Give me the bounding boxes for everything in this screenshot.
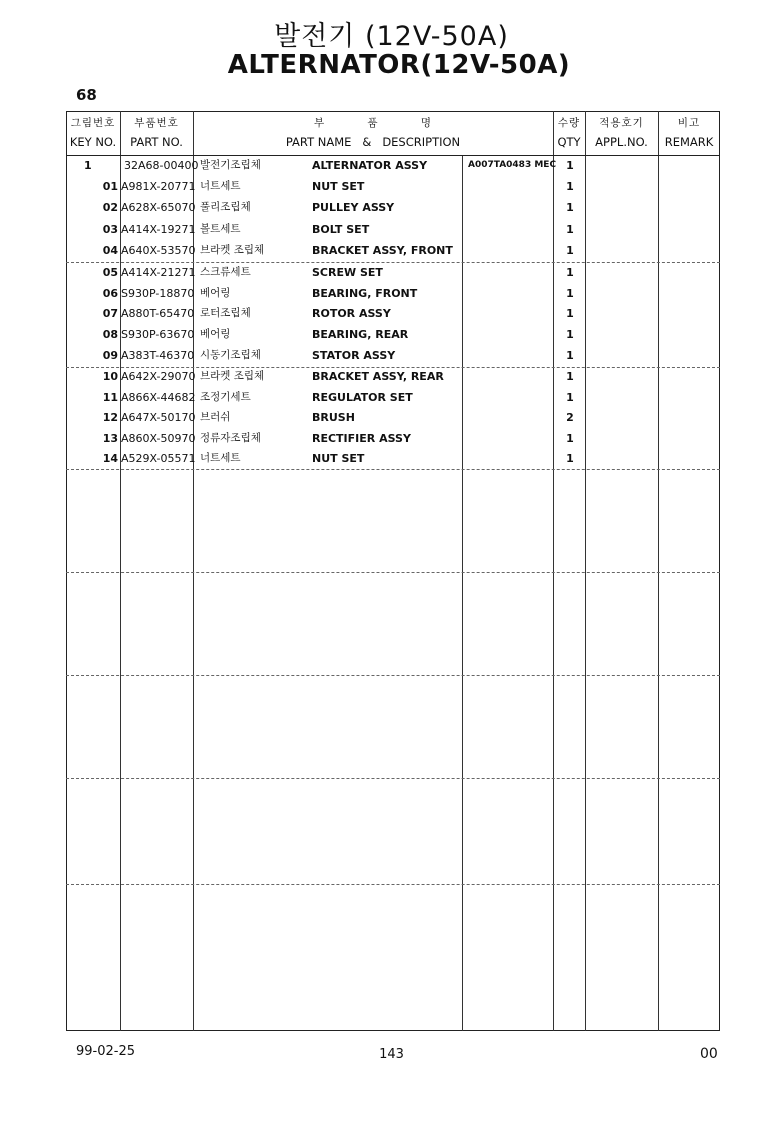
part-number: A383T-46370 — [121, 349, 195, 362]
part-name-english: STATOR ASSY — [312, 349, 396, 362]
header-part-no — [120, 116, 193, 149]
part-number: S930P-63670 — [121, 328, 195, 341]
page-title-korean: 발전기 (12V-50A) — [274, 21, 509, 52]
part-number: A414X-19271 — [121, 223, 196, 236]
section-number: 68 — [76, 86, 97, 104]
part-number: A640X-53570 — [121, 244, 196, 257]
header-name-ko: 부 품 명 — [313, 117, 433, 129]
key-number: 06 — [102, 287, 118, 300]
part-name-english: BEARING, REAR — [312, 328, 409, 341]
header-remark — [658, 116, 720, 149]
header-qty-en: QTY — [557, 135, 581, 149]
part-name-korean: 브라켓 조립체 — [200, 244, 265, 256]
key-number: 10 — [102, 370, 118, 383]
part-number: A529X-05571 — [121, 452, 196, 465]
key-number: 02 — [102, 201, 118, 214]
quantity: 1 — [566, 244, 574, 257]
quantity: 1 — [566, 349, 574, 362]
part-number: A414X-21271 — [121, 266, 196, 279]
key-number: 13 — [102, 432, 118, 445]
table-row — [66, 407, 720, 428]
footer-date: 99-02-25 — [76, 1044, 136, 1059]
table-row — [66, 303, 720, 324]
header-name-en-amp: & — [362, 135, 372, 149]
key-number: 01 — [102, 180, 118, 193]
header-key-no — [66, 116, 120, 149]
part-name-korean: 스크류세트 — [200, 266, 251, 278]
part-note: A007TA0483 MEC — [468, 160, 557, 170]
quantity: 1 — [566, 266, 574, 279]
part-number: A866X-44682 — [121, 391, 196, 404]
quantity: 1 — [566, 287, 574, 300]
header-name-en-b: DESCRIPTION — [382, 135, 461, 149]
header-key-ko: 그림번호 — [70, 117, 116, 129]
table-row — [66, 240, 720, 261]
header-qty — [553, 116, 585, 149]
part-number: 32A68-00400 — [124, 159, 199, 172]
key-number: 03 — [102, 223, 118, 236]
group-divider — [66, 572, 720, 573]
header-name-en-a: PART NAME — [285, 135, 352, 149]
page-title-english: ALTERNATOR(12V-50A) — [227, 50, 571, 80]
key-number: 07 — [102, 307, 118, 320]
part-number: A981X-20771 — [121, 180, 196, 193]
header-remark-en: REMARK — [664, 135, 714, 149]
part-name-korean: 시동기조립체 — [200, 349, 261, 361]
group-divider — [66, 778, 720, 779]
part-name-english: ROTOR ASSY — [312, 307, 391, 320]
quantity: 1 — [566, 201, 574, 214]
key-number: 08 — [102, 328, 118, 341]
table-row — [66, 262, 720, 283]
part-name-english: RECTIFIER ASSY — [312, 432, 411, 445]
part-name-korean: 로터조립체 — [200, 307, 251, 319]
header-appl-ko: 적용호기 — [599, 117, 644, 129]
part-name-english: BRUSH — [312, 411, 355, 424]
footer-revision: 00 — [700, 1046, 718, 1062]
header-appl-no — [585, 116, 658, 149]
part-name-english: BRACKET ASSY, FRONT — [312, 244, 453, 257]
part-number: A628X-65070 — [121, 201, 196, 214]
part-name-english: BRACKET ASSY, REAR — [312, 370, 444, 383]
part-number: A860X-50970 — [121, 432, 196, 445]
header-name-en — [193, 135, 553, 149]
header-remark-ko: 비고 — [677, 117, 701, 129]
part-name-english: NUT SET — [312, 452, 365, 465]
part-number: A647X-50170 — [121, 411, 196, 424]
table-row — [66, 448, 720, 469]
part-name-korean: 볼트세트 — [200, 223, 241, 235]
key-number: 04 — [102, 244, 118, 257]
header-part-en: PART NO. — [130, 135, 183, 149]
quantity: 1 — [566, 391, 574, 404]
part-name-korean: 정류자조립체 — [200, 432, 261, 444]
table-row — [66, 428, 720, 449]
header-key-en: KEY NO. — [69, 135, 117, 149]
header-appl-en: APPL.NO. — [595, 135, 648, 149]
group-divider — [66, 675, 720, 676]
key-number: 05 — [102, 266, 118, 279]
part-number: A642X-29070 — [121, 370, 196, 383]
quantity: 1 — [566, 159, 574, 172]
quantity: 1 — [566, 452, 574, 465]
quantity: 2 — [566, 411, 574, 424]
part-name-korean: 너트세트 — [200, 180, 241, 192]
key-number: 09 — [102, 349, 118, 362]
quantity: 1 — [566, 223, 574, 236]
part-name-korean: 베어링 — [200, 328, 231, 340]
table-row — [66, 176, 720, 197]
table-row — [66, 366, 720, 387]
part-name-korean: 브라켓 조립체 — [200, 370, 265, 382]
table-row — [66, 155, 720, 176]
part-name-english: REGULATOR SET — [312, 391, 413, 404]
part-name-english: ALTERNATOR ASSY — [312, 159, 428, 172]
group-divider — [66, 469, 720, 470]
quantity: 1 — [566, 370, 574, 383]
quantity: 1 — [566, 328, 574, 341]
table-row — [66, 219, 720, 240]
key-number: 11 — [102, 391, 118, 404]
part-name-english: NUT SET — [312, 180, 365, 193]
part-name-korean: 발전기조립체 — [200, 159, 261, 171]
footer-page-number: 143 — [379, 1047, 404, 1062]
part-name-korean: 베어링 — [200, 287, 231, 299]
key-number: 1 — [84, 159, 92, 172]
table-row — [66, 345, 720, 366]
part-name-english: BOLT SET — [312, 223, 370, 236]
table-row — [66, 283, 720, 304]
header-qty-ko: 수량 — [557, 117, 581, 129]
part-name-korean: 풀리조립체 — [200, 201, 251, 213]
part-name-korean: 조정기세트 — [200, 391, 251, 403]
quantity: 1 — [566, 432, 574, 445]
part-name-english: PULLEY ASSY — [312, 201, 395, 214]
header-part-name — [193, 116, 553, 149]
part-number: S930P-18870 — [121, 287, 195, 300]
header-part-ko: 부품번호 — [134, 117, 179, 129]
key-number: 14 — [102, 452, 118, 465]
table-row — [66, 324, 720, 345]
part-name-korean: 브러쉬 — [200, 411, 231, 423]
part-name-korean: 너트세트 — [200, 452, 241, 464]
quantity: 1 — [566, 307, 574, 320]
table-row — [66, 387, 720, 408]
part-number: A880T-65470 — [121, 307, 195, 320]
key-number: 12 — [102, 411, 118, 424]
part-name-english: BEARING, FRONT — [312, 287, 418, 300]
group-divider — [66, 884, 720, 885]
table-row — [66, 197, 720, 218]
quantity: 1 — [566, 180, 574, 193]
part-name-english: SCREW SET — [312, 266, 383, 279]
